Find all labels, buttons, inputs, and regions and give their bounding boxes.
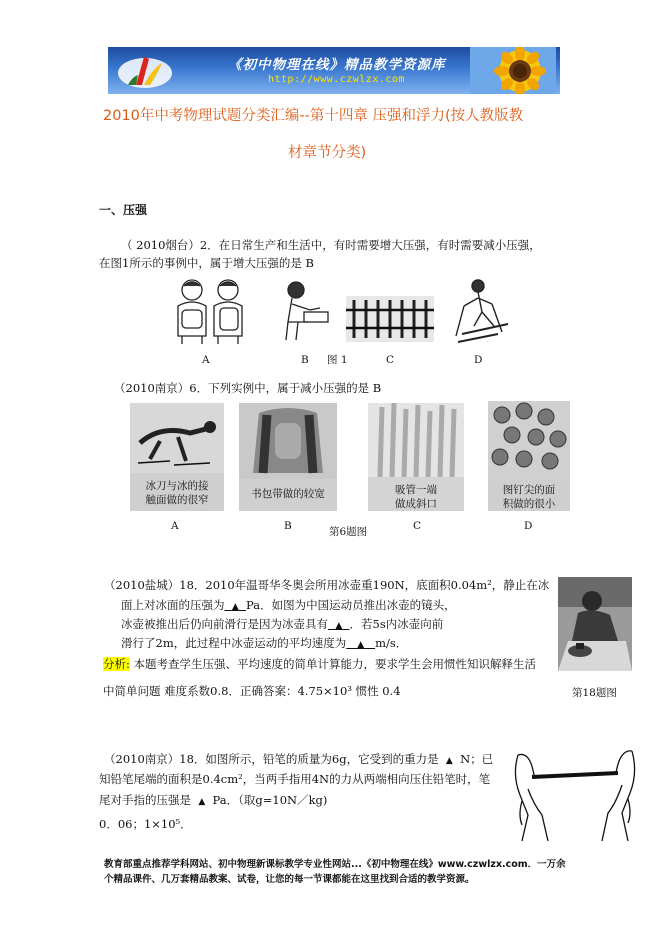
q4-line2: 知铅笔尾端的面积是0.4cm²，当两手指用4N的力从两端相向压住铅笔时，笔 [99, 772, 491, 786]
figure6-label-b: B [284, 520, 292, 532]
q3-line3-text-b: ．若5s内冰壶向前 [349, 617, 444, 631]
q3-line2-text-b: Pa．如图为中国运动员推出冰壶的镜头， [246, 598, 456, 612]
figure18-caption: 第18题图 [572, 687, 617, 699]
q3-line4-text-a: 滑行了2m，此过程中冰壶运动的平均速度为 [121, 636, 347, 650]
pushpins-image [488, 401, 570, 477]
section-heading: 一、压强 [99, 203, 148, 217]
banner-url[interactable]: http://www.czwlzx.com [268, 74, 405, 85]
q1-line2: 在图1所示的事例中，属于增大压强的是 B [99, 256, 314, 270]
q3-blank-2[interactable]: ▲ [335, 621, 343, 631]
figure6-b-caption: 书包带做的较宽 [251, 488, 325, 500]
figure6-d-caption-2: 积做的很小 [502, 498, 556, 510]
q4-blank-1[interactable]: ▲ [445, 756, 453, 766]
figure1-label-b: B [301, 354, 309, 366]
q4-blank-2[interactable]: ▲ [198, 797, 206, 807]
figure6-a-panel [130, 403, 224, 511]
figure6-caption: 第6题图 [329, 526, 368, 538]
figure6-label-d: D [524, 520, 533, 532]
analysis-text: 本题考查学生压强、平均速度的简单计算能力，要求学生会用惯性知识解释生活 [133, 657, 537, 671]
q3-line2-text-a: 面上对冰面的压强为 [121, 598, 225, 612]
q3-line1: （2010盐城）18．2010年温哥华冬奥会所用冰壶重190N，底面积0.04m²，静止在冰 [104, 578, 550, 592]
q3-blank-3[interactable]: ▲ [357, 640, 365, 650]
banner-site-name: 《初中物理在线》精品教学资源库 [228, 57, 446, 73]
sunflower-icon [470, 47, 556, 94]
pencil-fingers-image [510, 745, 640, 845]
figure1-label-d: D [474, 354, 483, 366]
q3-line3-text-a: 冰壶被推出后仍向前滑行是因为冰壶具有 [121, 617, 328, 631]
straws-image [368, 403, 464, 477]
figure1-d-skier-image [448, 276, 514, 346]
q4-line1-text-a: （2010南京）18．如图所示，铅笔的质量为6g，它受到的重力是 [104, 752, 439, 766]
footer-line2: 个精品课件、几万套精品教案、试卷，让您的每一节课都能在这里找到合适的教学资源。 [104, 874, 475, 885]
figure1-c-railway-image [346, 296, 434, 342]
site-banner [108, 47, 560, 94]
figure6-label-a: A [171, 520, 179, 532]
q3-line2 [121, 597, 456, 615]
q2-line1: （2010南京）6．下列实例中，属于减小压强的是 B [114, 381, 382, 395]
document-title-line2: 材章节分类) [288, 145, 367, 161]
figure6-d-caption-1: 图钉尖的面 [502, 484, 556, 496]
q4-answer: 0．06；1×10⁵． [99, 817, 192, 831]
q3-line3 [121, 616, 443, 634]
q3-analysis [103, 656, 536, 672]
figure6-d-panel [488, 401, 570, 511]
q1-line1: （ 2010烟台）2．在日常生产和生活中，有时需要增大压强，有时需要减小压强， [121, 238, 541, 252]
figure1-label-a: A [202, 354, 210, 366]
figure1-label-c: C [386, 354, 395, 366]
backpack-image [239, 403, 337, 479]
figure6-c-caption-1: 吸管一端 [395, 484, 437, 496]
figure6-label-c: C [413, 520, 422, 532]
q4-line3-text-b: Pa．（取g=10N／kg) [212, 793, 328, 807]
q4-line1 [104, 751, 493, 769]
figure1-b-cutting-image [274, 278, 334, 344]
figure6-c-caption-2: 做成斜口 [395, 498, 437, 510]
curling-photo [558, 577, 632, 671]
figure1-a-students-image [170, 276, 254, 346]
skater-image [130, 403, 224, 473]
figure6-b-panel [239, 403, 337, 511]
footer-line1: 教育部重点推荐学科网站、初中物理新课标教学专业性网站...《初中物理在线》www.czwlzx.com．一万余 [104, 859, 566, 870]
q4-line3 [99, 792, 327, 810]
q3-line4-text-b: m/s． [375, 636, 408, 650]
q3-answer-line: 中简单问题 难度系数0.8．正确答案：4.75×10³ 惯性 0.4 [103, 684, 401, 698]
figure-6 [130, 401, 570, 539]
figure6-a-caption-1: 冰刀与冰的接 [145, 480, 209, 492]
document-title-line1: 2010年中考物理试题分类汇编--第十四章 压强和浮力(按人教版教 [103, 108, 524, 124]
analysis-label: 分析: [103, 657, 130, 671]
q4-line3-text-a: 尾对手指的压强是 [99, 793, 191, 807]
figure6-a-caption-2: 触面做的很窄 [145, 494, 209, 506]
q3-blank-1[interactable]: ▲ [231, 602, 239, 612]
figure1-caption: 图 1 [327, 354, 348, 366]
figure6-c-panel [368, 403, 464, 511]
q4-line1-text-b: N；已 [460, 752, 494, 766]
q3-line4 [121, 635, 407, 653]
figure-1 [170, 276, 510, 372]
site-logo-icon [114, 51, 176, 91]
